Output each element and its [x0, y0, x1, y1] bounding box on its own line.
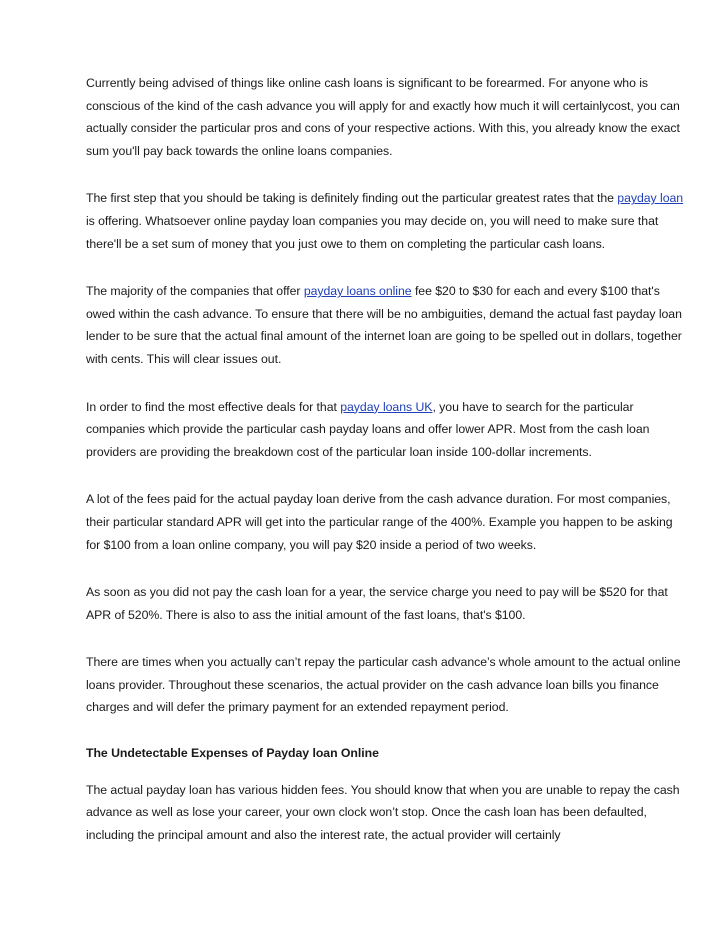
paragraph-text: , you have to search for the particular companies which provide the particular cash payday loans and offer lower APR. Most from the cash loan providers are providing the breakdown cost of the particular loan inside 100-dollar increments. [86, 399, 650, 459]
paragraph-hidden-fees: The actual payday loan has various hidden fees. You should know that when you are unable to repay the cash advance as well as lose your career, your own clock won’t stop. Once the cash loan has been defaulted, including the principal amount and also the interest rate, the actual provider will certainly [86, 782, 680, 842]
paragraph-repay: There are times when you actually can’t repay the particular cash advance’s whole amount to the actual online loans provider. Throughout these scenarios, the actual provider on the cash advance loan bills you finance charges and will defer the primary payment for an extended repayment period. [86, 655, 681, 715]
paragraph-text: In order to find the most effective deals for that [86, 399, 341, 414]
payday-loans-online-link[interactable]: payday loans online [303, 284, 412, 299]
paragraph-year: As soon as you did not pay the cash loan for a year, the service charge you need to pay will be $520 for that APR of 520%. There is also to ass the initial amount of the fast loans, that's $100. [86, 585, 668, 622]
paragraph-intro: Currently being advised of things like online cash loans is significant to be forearmed. For anyone who is conscious of the kind of the cash advance you will apply for and exactly how much it will certainlycost, you can actually consider the particular pros and cons of your respective actions. With this, you already know the exact sum you'll pay back towards the online loans companies. [86, 76, 680, 158]
payday-loan-link[interactable]: payday loan [617, 191, 684, 206]
paragraph-text: fee $20 to $30 for each and every $100 that's owed within the cash advance. To ensure that there will be no ambiguities, demand the actual fast payday loan lender to be sure that the actual final amount of the internet loan are going to be spelled out in dollars, together with cents. This will clear issues out. [86, 284, 682, 366]
paragraph-text: is offering. Whatsoever online payday loan companies you may decide on, you will need to make sure that there'll be a set sum of money that you just owe to them on completing the particular cash loans. [86, 213, 659, 251]
paragraph-text: The majority of the companies that offer [86, 284, 304, 299]
paragraph-fees [86, 280, 688, 370]
paragraph-apr: A lot of the fees paid for the actual payday loan derive from the cash advance duration. For most companies, their particular standard APR will get into the particular range of the 400%. Example you happen to be asking for $100 from a loan online company, you will pay $20 inside a period of two weeks. [86, 492, 673, 552]
paragraph-first-step [86, 187, 688, 255]
section-heading: The Undetectable Expenses of Payday loan Online [86, 746, 379, 761]
payday-loans-uk-link[interactable]: payday loans UK [340, 399, 433, 414]
paragraph-text: The first step that you should be taking is definitely finding out the particular greatest rates that the [86, 191, 618, 206]
paragraph-deals [86, 396, 688, 464]
